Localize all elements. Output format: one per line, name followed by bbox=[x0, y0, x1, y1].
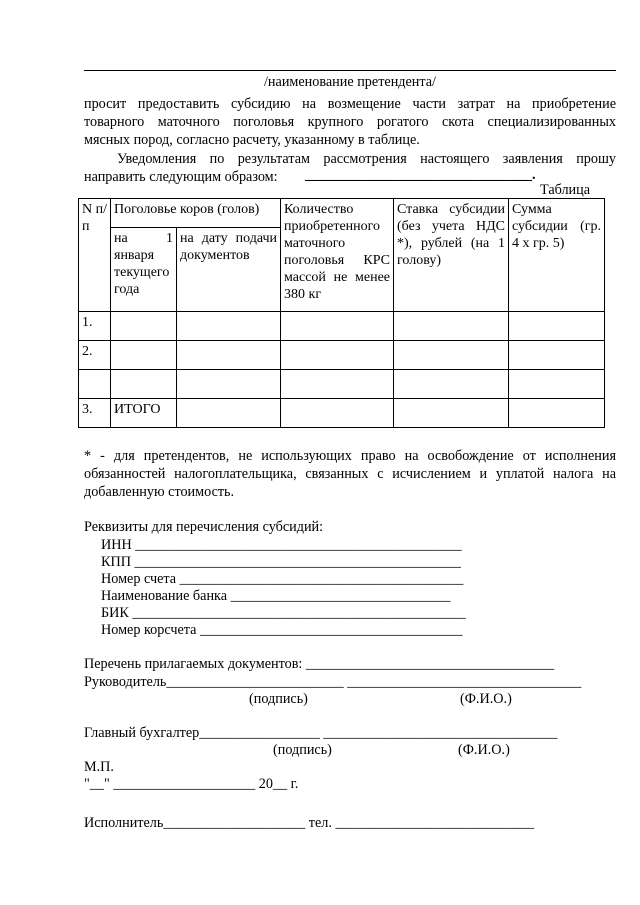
head-name-caption: (Ф.И.О.) bbox=[460, 691, 512, 707]
request-text-line-2: товарного маточного поголовья крупного рогатого скота специализированных bbox=[84, 114, 616, 130]
footnote-line-2: обязанностей налогоплательщика, связанных с исчислением и уплатой налога на bbox=[84, 466, 616, 482]
bik-field[interactable]: БИК _______________________________________________ bbox=[101, 605, 466, 621]
inn-field[interactable]: ИНН ______________________________________________ bbox=[101, 537, 462, 553]
cell[interactable] bbox=[394, 370, 509, 399]
applicant-name-line bbox=[84, 70, 616, 71]
head-signature-line[interactable]: Руководитель_________________________ _________________________________ bbox=[84, 674, 582, 690]
row-number: 1. bbox=[79, 312, 111, 341]
notice-delivery-field[interactable]: ________________________________. bbox=[305, 167, 536, 183]
row-number: 2. bbox=[79, 341, 111, 370]
cell[interactable] bbox=[111, 341, 177, 370]
request-text-line-1: просит предоставить субсидию на возмещение части затрат на приобретение bbox=[84, 96, 616, 112]
cell[interactable] bbox=[111, 370, 177, 399]
header-row-number: N п/п bbox=[79, 199, 111, 312]
header-purchased-quantity: Количество приобретенного маточного поголовья КРС массой не менее 380 кг bbox=[281, 199, 394, 312]
table-row bbox=[79, 370, 605, 399]
cell[interactable] bbox=[177, 312, 281, 341]
cell[interactable] bbox=[281, 399, 394, 428]
table-row bbox=[79, 312, 605, 341]
kpp-field[interactable]: КПП ______________________________________________ bbox=[101, 554, 461, 570]
bank-name-field[interactable]: Наименование банка _______________________________ bbox=[101, 588, 451, 604]
accountant-name-caption: (Ф.И.О.) bbox=[458, 742, 510, 758]
cell[interactable] bbox=[509, 399, 605, 428]
cell[interactable] bbox=[111, 312, 177, 341]
cell[interactable] bbox=[509, 312, 605, 341]
table-header-row bbox=[79, 199, 605, 228]
applicant-caption: /наименование претендента/ bbox=[263, 74, 437, 90]
executor-field[interactable]: Исполнитель____________________ тел. ____________________________ bbox=[84, 815, 535, 831]
requisites-title: Реквизиты для перечисления субсидий: bbox=[84, 519, 324, 535]
account-number-field[interactable]: Номер счета ________________________________________ bbox=[101, 571, 464, 587]
cell[interactable] bbox=[177, 399, 281, 428]
cell[interactable] bbox=[281, 370, 394, 399]
cell[interactable] bbox=[177, 341, 281, 370]
cell[interactable] bbox=[394, 341, 509, 370]
cell[interactable] bbox=[509, 341, 605, 370]
accountant-signature-caption: (подпись) bbox=[273, 742, 332, 758]
footnote-line-1: * - для претендентов, не использующих право на освобождение от исполнения bbox=[84, 448, 616, 464]
cell[interactable] bbox=[281, 341, 394, 370]
cell[interactable] bbox=[394, 312, 509, 341]
table-row bbox=[79, 341, 605, 370]
request-text-line-3: мясных пород, согласно расчету, указанному в таблице. bbox=[84, 132, 420, 148]
date-field[interactable]: "__" ____________________ 20__ г. bbox=[84, 776, 299, 792]
cell[interactable] bbox=[509, 370, 605, 399]
stamp-label: М.П. bbox=[84, 759, 114, 775]
correspondent-account-field[interactable]: Номер корсчета _____________________________________ bbox=[101, 622, 463, 638]
footnote-line-3: добавленную стоимость. bbox=[84, 484, 235, 500]
row-number: 3. bbox=[79, 399, 111, 428]
header-stock-submission: на дату подачи документов bbox=[177, 228, 281, 312]
row-number bbox=[79, 370, 111, 399]
total-label: ИТОГО bbox=[111, 399, 177, 428]
cell[interactable] bbox=[281, 312, 394, 341]
subsidy-table bbox=[78, 198, 605, 428]
table-row-total bbox=[79, 399, 605, 428]
accountant-signature-line[interactable]: Главный бухгалтер_________________ _________________________________ bbox=[84, 725, 558, 741]
cell[interactable] bbox=[394, 399, 509, 428]
header-stock-january: на 1 января текущего года bbox=[111, 228, 177, 312]
header-cow-stock: Поголовье коров (голов) bbox=[111, 199, 281, 228]
attached-documents-field[interactable]: Перечень прилагаемых документов: ___________________________________ bbox=[84, 656, 555, 672]
table-caption: Таблица bbox=[540, 182, 591, 198]
notice-text-line-1: Уведомления по результатам рассмотрения настоящего заявления прошу bbox=[117, 151, 616, 167]
head-signature-caption: (подпись) bbox=[249, 691, 308, 707]
notice-text-line-2: направить следующим образом: bbox=[84, 169, 278, 185]
header-subsidy-rate: Ставка субсидии (без учета НДС *), рублей (на 1 голову) bbox=[394, 199, 509, 312]
cell[interactable] bbox=[177, 370, 281, 399]
header-subsidy-sum: Сумма субсидии (гр. 4 x гр. 5) bbox=[509, 199, 605, 312]
